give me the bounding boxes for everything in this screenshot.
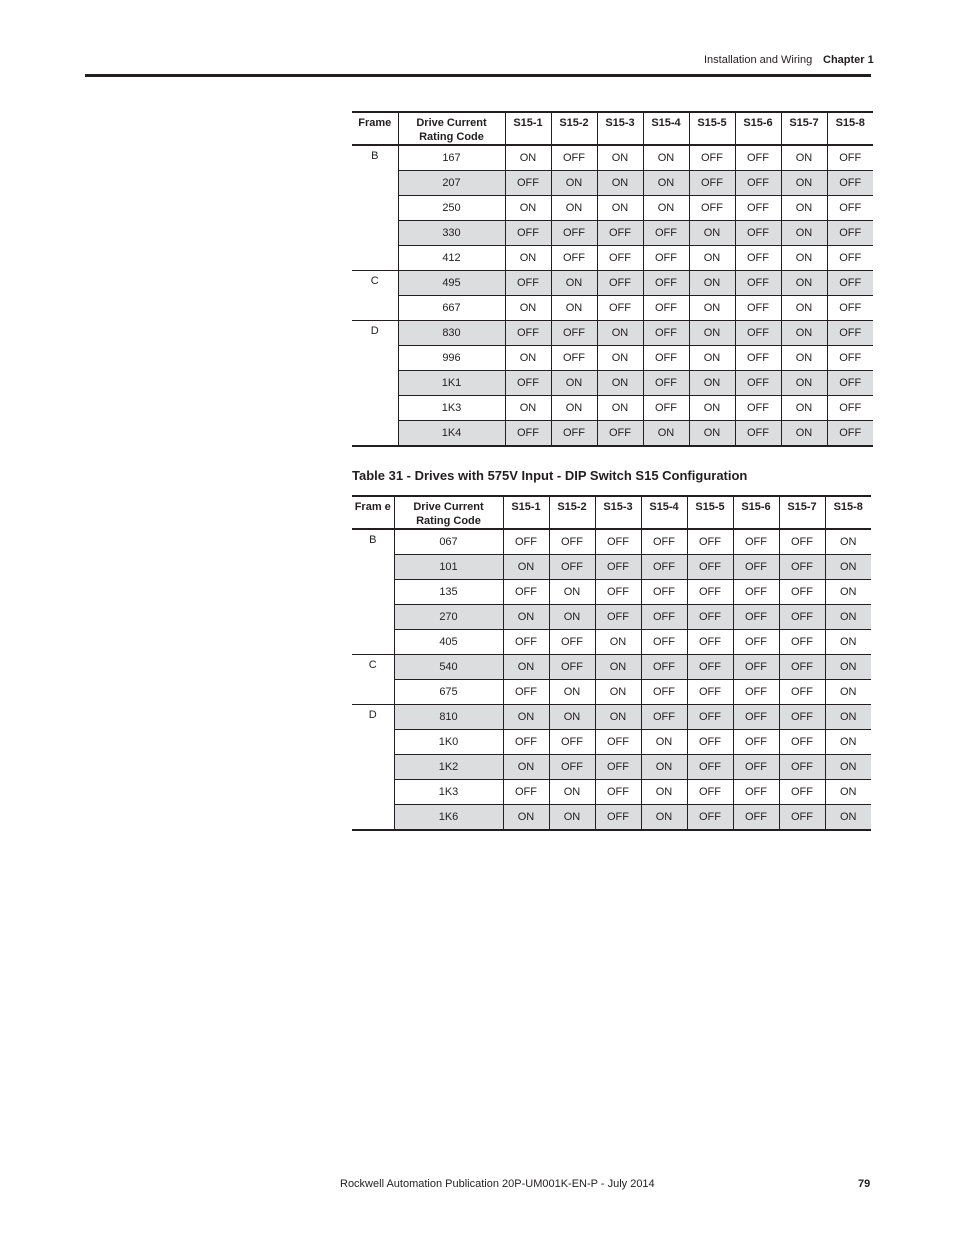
switch-s15-1-cell: OFF (503, 730, 549, 755)
switch-s15-1-cell: ON (503, 805, 549, 831)
switch-s15-6-cell: OFF (735, 421, 781, 447)
switch-s15-4-cell: OFF (641, 555, 687, 580)
switch-s15-6-cell: OFF (735, 371, 781, 396)
dip-switch-table-top (352, 111, 873, 447)
rating-code-cell: 1K3 (394, 780, 503, 805)
switch-s15-5-cell: ON (689, 221, 735, 246)
column-header-s15-4: S15-4 (641, 496, 687, 529)
switch-s15-4-cell: OFF (641, 655, 687, 680)
switch-s15-8-cell: OFF (827, 145, 873, 171)
switch-s15-2-cell: OFF (549, 655, 595, 680)
table-row (352, 630, 871, 655)
switch-s15-2-cell: OFF (549, 730, 595, 755)
switch-s15-4-cell: OFF (641, 529, 687, 555)
switch-s15-7-cell: OFF (779, 630, 825, 655)
switch-s15-6-cell: OFF (733, 730, 779, 755)
switch-s15-7-cell: OFF (779, 780, 825, 805)
switch-s15-6-cell: OFF (733, 780, 779, 805)
table-row (352, 296, 873, 321)
rating-code-cell: 1K0 (394, 730, 503, 755)
switch-s15-1-cell: OFF (505, 421, 551, 447)
table-row (352, 555, 871, 580)
table-row (352, 605, 871, 630)
switch-s15-5-cell: OFF (687, 529, 733, 555)
switch-s15-7-cell: ON (781, 296, 827, 321)
switch-s15-6-cell: OFF (733, 630, 779, 655)
switch-s15-7-cell: OFF (779, 555, 825, 580)
switch-s15-5-cell: OFF (689, 171, 735, 196)
column-header-s15-8: S15-8 (827, 112, 873, 145)
switch-s15-3-cell: OFF (597, 246, 643, 271)
switch-s15-8-cell: ON (825, 780, 871, 805)
rating-code-cell: 135 (394, 580, 503, 605)
switch-s15-4-cell: OFF (643, 246, 689, 271)
table-row (352, 730, 871, 755)
switch-s15-6-cell: OFF (735, 145, 781, 171)
rating-code-cell: 250 (398, 196, 505, 221)
column-header-s15-4: S15-4 (643, 112, 689, 145)
rating-code-cell: 540 (394, 655, 503, 680)
switch-s15-7-cell: OFF (779, 655, 825, 680)
switch-s15-7-cell: ON (781, 171, 827, 196)
switch-s15-1-cell: ON (505, 246, 551, 271)
switch-s15-2-cell: ON (549, 680, 595, 705)
rating-code-cell: 1K4 (398, 421, 505, 447)
header-row (352, 112, 873, 145)
column-header-s15-2: S15-2 (549, 496, 595, 529)
switch-s15-6-cell: OFF (735, 271, 781, 296)
switch-s15-4-cell: ON (641, 805, 687, 831)
table-body (352, 145, 873, 446)
rating-code-cell: 1K2 (394, 755, 503, 780)
switch-s15-5-cell: OFF (687, 630, 733, 655)
switch-s15-7-cell: ON (781, 271, 827, 296)
rating-code-cell: 495 (398, 271, 505, 296)
switch-s15-4-cell: OFF (643, 221, 689, 246)
column-header-rating-code: Drive Current Rating Code (394, 496, 503, 529)
switch-s15-3-cell: ON (597, 346, 643, 371)
switch-s15-1-cell: OFF (503, 529, 549, 555)
switch-s15-7-cell: OFF (779, 805, 825, 831)
column-header-s15-3: S15-3 (595, 496, 641, 529)
switch-s15-7-cell: ON (781, 421, 827, 447)
switch-s15-5-cell: OFF (687, 705, 733, 730)
switch-s15-5-cell: OFF (687, 680, 733, 705)
switch-s15-5-cell: ON (689, 421, 735, 447)
table-header (352, 112, 873, 145)
switch-s15-8-cell: ON (825, 805, 871, 831)
switch-s15-4-cell: ON (643, 171, 689, 196)
switch-s15-3-cell: ON (595, 630, 641, 655)
switch-s15-3-cell: OFF (595, 580, 641, 605)
column-header-frame: Frame (352, 112, 398, 145)
switch-s15-2-cell: OFF (551, 145, 597, 171)
switch-s15-6-cell: OFF (733, 680, 779, 705)
switch-s15-3-cell: OFF (595, 555, 641, 580)
rating-code-cell: 1K1 (398, 371, 505, 396)
switch-s15-3-cell: ON (597, 196, 643, 221)
switch-s15-5-cell: OFF (687, 780, 733, 805)
switch-s15-8-cell: OFF (827, 346, 873, 371)
switch-s15-4-cell: OFF (643, 271, 689, 296)
switch-s15-8-cell: OFF (827, 171, 873, 196)
switch-s15-4-cell: OFF (641, 705, 687, 730)
switch-s15-8-cell: OFF (827, 296, 873, 321)
switch-s15-1-cell: ON (503, 705, 549, 730)
switch-s15-1-cell: OFF (505, 371, 551, 396)
switch-s15-5-cell: OFF (687, 730, 733, 755)
switch-s15-6-cell: OFF (733, 705, 779, 730)
running-header-chapter: Chapter 1 (823, 54, 874, 66)
switch-s15-4-cell: OFF (641, 630, 687, 655)
rating-code-cell: 1K6 (394, 805, 503, 831)
footer-publication: Rockwell Automation Publication 20P-UM001K-EN-P - July 2014 (340, 1178, 655, 1190)
switch-s15-2-cell: OFF (551, 321, 597, 346)
switch-s15-3-cell: ON (597, 396, 643, 421)
table-row (352, 171, 873, 196)
switch-s15-8-cell: OFF (827, 196, 873, 221)
table-row (352, 196, 873, 221)
switch-s15-8-cell: OFF (827, 421, 873, 447)
switch-s15-4-cell: ON (641, 730, 687, 755)
switch-s15-4-cell: OFF (641, 580, 687, 605)
table-row (352, 145, 873, 171)
switch-s15-6-cell: OFF (735, 296, 781, 321)
table-body (352, 529, 871, 830)
switch-s15-5-cell: ON (689, 321, 735, 346)
table-row (352, 529, 871, 555)
switch-s15-8-cell: OFF (827, 221, 873, 246)
switch-s15-6-cell: OFF (735, 171, 781, 196)
switch-s15-1-cell: ON (503, 655, 549, 680)
table-header (352, 496, 871, 529)
switch-s15-4-cell: OFF (643, 296, 689, 321)
switch-s15-2-cell: ON (551, 396, 597, 421)
table-row (352, 705, 871, 730)
rating-code-cell: 1K3 (398, 396, 505, 421)
table-row (352, 221, 873, 246)
switch-s15-4-cell: OFF (643, 346, 689, 371)
rating-code-cell: 167 (398, 145, 505, 171)
switch-s15-5-cell: ON (689, 346, 735, 371)
switch-s15-1-cell: OFF (503, 630, 549, 655)
switch-s15-2-cell: OFF (549, 555, 595, 580)
switch-s15-5-cell: ON (689, 371, 735, 396)
switch-s15-7-cell: OFF (779, 705, 825, 730)
switch-s15-8-cell: OFF (827, 396, 873, 421)
switch-s15-3-cell: OFF (597, 421, 643, 447)
switch-s15-8-cell: ON (825, 730, 871, 755)
switch-s15-7-cell: ON (781, 321, 827, 346)
table-row (352, 321, 873, 346)
rating-code-cell: 405 (394, 630, 503, 655)
switch-s15-3-cell: OFF (597, 221, 643, 246)
switch-s15-1-cell: ON (505, 145, 551, 171)
switch-s15-8-cell: ON (825, 655, 871, 680)
switch-s15-2-cell: ON (549, 780, 595, 805)
switch-s15-3-cell: OFF (595, 605, 641, 630)
switch-s15-3-cell: ON (597, 145, 643, 171)
switch-s15-3-cell: OFF (595, 529, 641, 555)
switch-s15-6-cell: OFF (733, 529, 779, 555)
switch-s15-7-cell: ON (781, 396, 827, 421)
switch-s15-7-cell: ON (781, 221, 827, 246)
switch-s15-4-cell: ON (641, 780, 687, 805)
table-caption: Table 31 - Drives with 575V Input - DIP Switch S15 Configuration (352, 468, 748, 483)
switch-s15-8-cell: OFF (827, 246, 873, 271)
switch-s15-8-cell: ON (825, 630, 871, 655)
column-header-s15-1: S15-1 (505, 112, 551, 145)
switch-s15-3-cell: ON (595, 680, 641, 705)
switch-s15-1-cell: OFF (505, 321, 551, 346)
switch-s15-8-cell: OFF (827, 371, 873, 396)
switch-s15-8-cell: ON (825, 529, 871, 555)
switch-s15-6-cell: OFF (735, 321, 781, 346)
frame-cell: B (352, 145, 398, 271)
switch-s15-7-cell: ON (781, 346, 827, 371)
column-header-s15-8: S15-8 (825, 496, 871, 529)
header-row (352, 496, 871, 529)
switch-s15-6-cell: OFF (735, 196, 781, 221)
switch-s15-3-cell: ON (597, 171, 643, 196)
switch-s15-1-cell: ON (505, 296, 551, 321)
rating-code-cell: 667 (398, 296, 505, 321)
switch-s15-1-cell: ON (505, 396, 551, 421)
table-row (352, 680, 871, 705)
switch-s15-3-cell: OFF (595, 755, 641, 780)
rating-code-cell: 412 (398, 246, 505, 271)
switch-s15-6-cell: OFF (733, 655, 779, 680)
switch-s15-2-cell: ON (549, 605, 595, 630)
switch-s15-6-cell: OFF (733, 555, 779, 580)
column-header-s15-5: S15-5 (687, 496, 733, 529)
switch-s15-5-cell: ON (689, 246, 735, 271)
switch-s15-1-cell: ON (503, 755, 549, 780)
column-header-s15-1: S15-1 (503, 496, 549, 529)
switch-s15-1-cell: ON (505, 346, 551, 371)
frame-cell: D (352, 705, 394, 831)
frame-cell: C (352, 271, 398, 321)
rating-code-cell: 067 (394, 529, 503, 555)
rating-code-cell: 675 (394, 680, 503, 705)
column-header-s15-7: S15-7 (779, 496, 825, 529)
rating-code-cell: 101 (394, 555, 503, 580)
page-number: 79 (858, 1178, 871, 1190)
switch-s15-5-cell: OFF (687, 755, 733, 780)
table-row (352, 655, 871, 680)
switch-s15-7-cell: OFF (779, 730, 825, 755)
switch-s15-1-cell: OFF (503, 580, 549, 605)
table-row (352, 271, 873, 296)
running-header-section: Installation and Wiring (704, 54, 813, 66)
switch-s15-5-cell: OFF (687, 805, 733, 831)
switch-s15-3-cell: OFF (595, 805, 641, 831)
switch-s15-7-cell: ON (781, 246, 827, 271)
switch-s15-8-cell: ON (825, 580, 871, 605)
switch-s15-3-cell: ON (595, 705, 641, 730)
switch-s15-6-cell: OFF (733, 605, 779, 630)
switch-s15-7-cell: OFF (779, 580, 825, 605)
table-row (352, 755, 871, 780)
switch-s15-1-cell: OFF (503, 680, 549, 705)
switch-s15-7-cell: OFF (779, 755, 825, 780)
table-row (352, 246, 873, 271)
switch-s15-3-cell: OFF (595, 730, 641, 755)
column-header-s15-6: S15-6 (735, 112, 781, 145)
table-row (352, 396, 873, 421)
frame-cell: C (352, 655, 394, 705)
switch-s15-2-cell: OFF (551, 346, 597, 371)
switch-s15-5-cell: ON (689, 396, 735, 421)
rating-code-cell: 830 (398, 321, 505, 346)
switch-s15-2-cell: ON (551, 171, 597, 196)
switch-s15-2-cell: OFF (551, 246, 597, 271)
column-header-s15-5: S15-5 (689, 112, 735, 145)
switch-s15-2-cell: ON (549, 805, 595, 831)
switch-s15-6-cell: OFF (735, 246, 781, 271)
column-header-rating-code: Drive Current Rating Code (398, 112, 505, 145)
switch-s15-7-cell: OFF (779, 605, 825, 630)
switch-s15-7-cell: ON (781, 145, 827, 171)
column-header-s15-6: S15-6 (733, 496, 779, 529)
switch-s15-1-cell: OFF (505, 171, 551, 196)
switch-s15-6-cell: OFF (733, 755, 779, 780)
rating-code-cell: 996 (398, 346, 505, 371)
switch-s15-2-cell: OFF (549, 755, 595, 780)
switch-s15-8-cell: ON (825, 555, 871, 580)
rating-code-cell: 207 (398, 171, 505, 196)
switch-s15-5-cell: OFF (689, 196, 735, 221)
dip-switch-table-575v (352, 495, 871, 831)
switch-s15-2-cell: OFF (551, 221, 597, 246)
switch-s15-2-cell: OFF (549, 529, 595, 555)
column-header-frame: Fram e (352, 496, 394, 529)
switch-s15-5-cell: ON (689, 271, 735, 296)
switch-s15-4-cell: OFF (643, 371, 689, 396)
switch-s15-8-cell: ON (825, 755, 871, 780)
table-row (352, 346, 873, 371)
switch-s15-4-cell: OFF (641, 605, 687, 630)
switch-s15-8-cell: ON (825, 680, 871, 705)
switch-s15-8-cell: ON (825, 705, 871, 730)
switch-s15-1-cell: OFF (505, 271, 551, 296)
switch-s15-3-cell: ON (595, 655, 641, 680)
switch-s15-8-cell: OFF (827, 321, 873, 346)
switch-s15-6-cell: OFF (733, 805, 779, 831)
switch-s15-2-cell: ON (551, 196, 597, 221)
rating-code-cell: 270 (394, 605, 503, 630)
switch-s15-3-cell: ON (597, 371, 643, 396)
switch-s15-2-cell: ON (551, 371, 597, 396)
switch-s15-6-cell: OFF (735, 346, 781, 371)
column-header-s15-3: S15-3 (597, 112, 643, 145)
frame-cell: D (352, 321, 398, 447)
switch-s15-7-cell: ON (781, 196, 827, 221)
switch-s15-4-cell: OFF (641, 680, 687, 705)
rating-code-cell: 810 (394, 705, 503, 730)
column-header-s15-2: S15-2 (551, 112, 597, 145)
switch-s15-2-cell: OFF (551, 421, 597, 447)
switch-s15-3-cell: OFF (597, 296, 643, 321)
switch-s15-1-cell: ON (503, 605, 549, 630)
frame-cell: B (352, 529, 394, 655)
header-rule (85, 74, 871, 77)
table-row (352, 805, 871, 831)
switch-s15-5-cell: ON (689, 296, 735, 321)
switch-s15-6-cell: OFF (735, 221, 781, 246)
switch-s15-6-cell: OFF (735, 396, 781, 421)
table-row (352, 371, 873, 396)
switch-s15-5-cell: OFF (687, 580, 733, 605)
switch-s15-5-cell: OFF (687, 555, 733, 580)
switch-s15-7-cell: OFF (779, 680, 825, 705)
switch-s15-8-cell: ON (825, 605, 871, 630)
switch-s15-1-cell: OFF (503, 780, 549, 805)
switch-s15-4-cell: ON (643, 145, 689, 171)
switch-s15-5-cell: OFF (687, 605, 733, 630)
switch-s15-6-cell: OFF (733, 580, 779, 605)
switch-s15-2-cell: ON (549, 705, 595, 730)
rating-code-cell: 330 (398, 221, 505, 246)
switch-s15-4-cell: OFF (643, 396, 689, 421)
table-row (352, 421, 873, 447)
switch-s15-7-cell: ON (781, 371, 827, 396)
switch-s15-3-cell: OFF (597, 271, 643, 296)
switch-s15-1-cell: ON (505, 196, 551, 221)
switch-s15-4-cell: OFF (643, 321, 689, 346)
switch-s15-3-cell: OFF (595, 780, 641, 805)
switch-s15-2-cell: ON (551, 296, 597, 321)
switch-s15-8-cell: OFF (827, 271, 873, 296)
switch-s15-4-cell: ON (643, 421, 689, 447)
switch-s15-2-cell: ON (551, 271, 597, 296)
switch-s15-2-cell: OFF (549, 630, 595, 655)
table-row (352, 580, 871, 605)
switch-s15-3-cell: ON (597, 321, 643, 346)
switch-s15-5-cell: OFF (687, 655, 733, 680)
column-header-s15-7: S15-7 (781, 112, 827, 145)
table-row (352, 780, 871, 805)
switch-s15-1-cell: OFF (505, 221, 551, 246)
switch-s15-5-cell: OFF (689, 145, 735, 171)
switch-s15-4-cell: ON (643, 196, 689, 221)
switch-s15-2-cell: ON (549, 580, 595, 605)
switch-s15-1-cell: ON (503, 555, 549, 580)
switch-s15-7-cell: OFF (779, 529, 825, 555)
switch-s15-4-cell: ON (641, 755, 687, 780)
